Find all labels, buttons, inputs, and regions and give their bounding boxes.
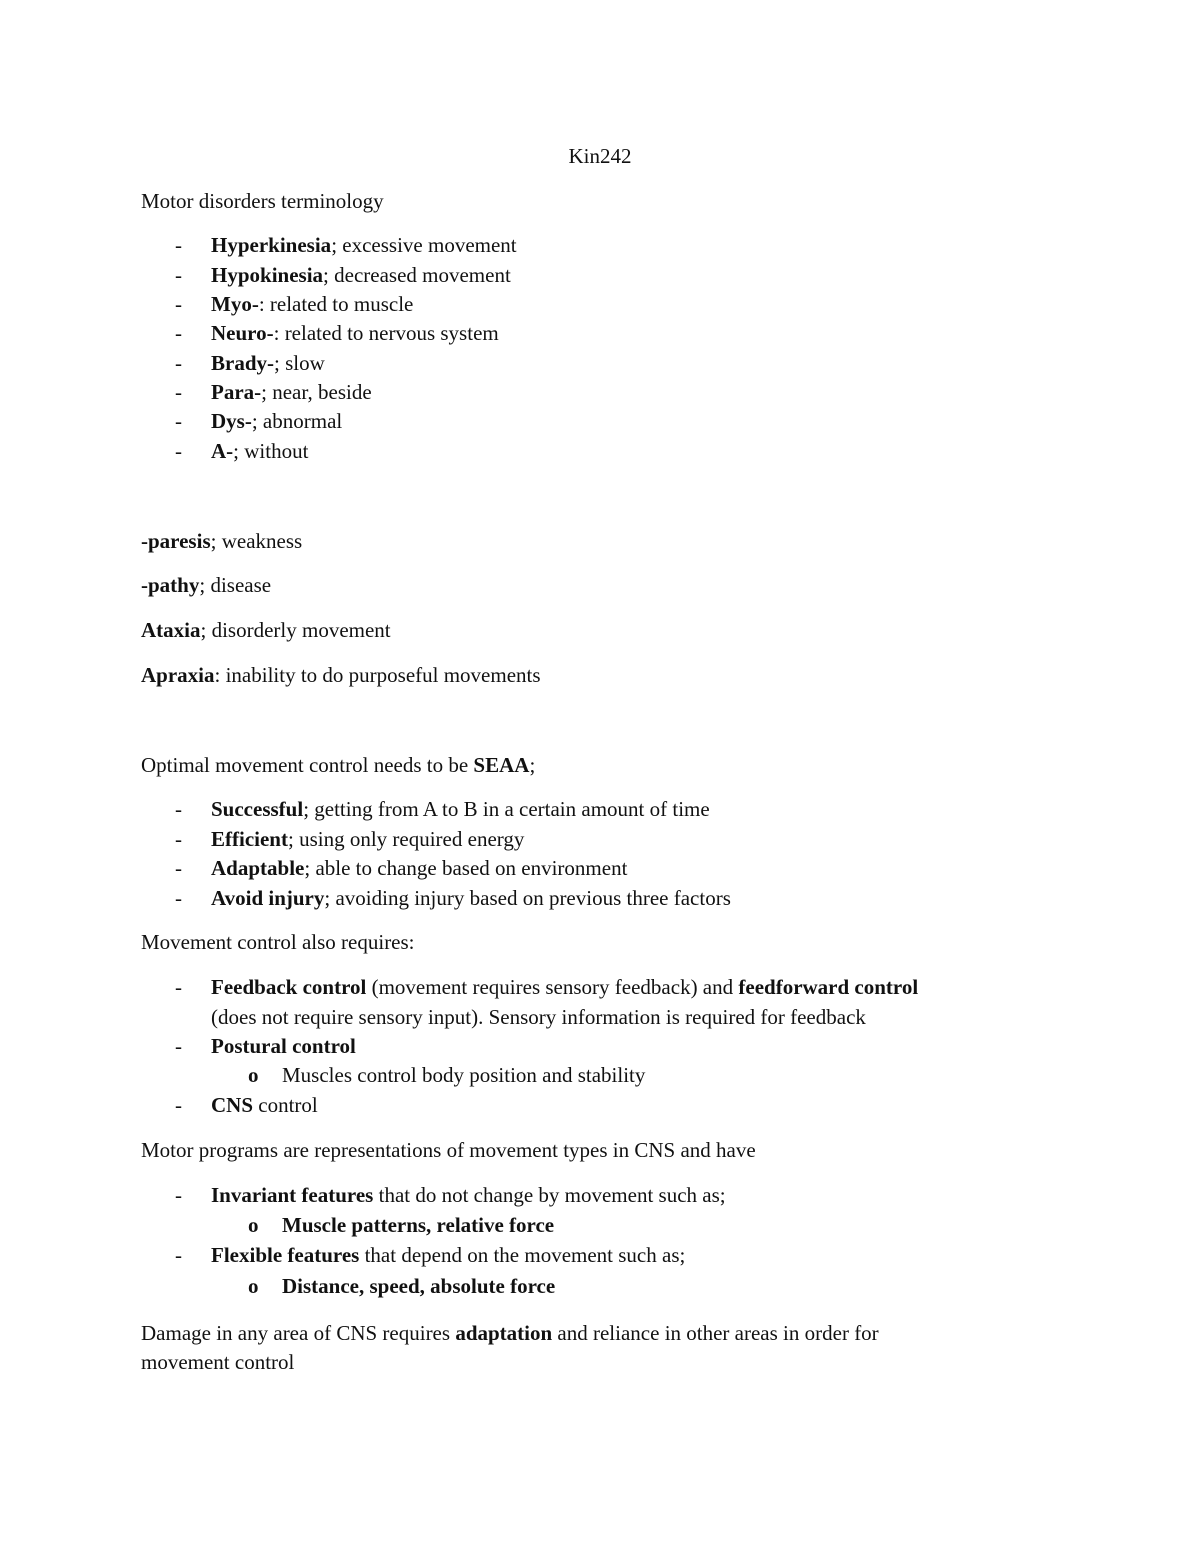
term-description: ; able to change based on environment xyxy=(304,856,628,880)
list-dash: - xyxy=(175,886,182,910)
term-description: ; abnormal xyxy=(251,409,343,433)
term: Hyperkinesia xyxy=(211,233,332,257)
list-dash: - xyxy=(175,1243,182,1267)
circle-bullet-icon: o xyxy=(248,1213,259,1237)
list-dash: - xyxy=(175,1093,182,1117)
term: adaptation xyxy=(455,1321,553,1345)
term-description: ; avoiding injury based on previous three factors xyxy=(324,886,731,910)
list-dash: - xyxy=(175,292,182,316)
damage-text: Damage in any area of CNS requires xyxy=(141,1321,456,1345)
sub-item-text: Muscles control body position and stability xyxy=(282,1063,646,1087)
term: Apraxia xyxy=(141,663,215,687)
seaa-intro-end: ; xyxy=(529,753,536,777)
list-dash: - xyxy=(175,1034,182,1058)
term-description: that do not change by movement such as; xyxy=(373,1183,726,1207)
term: Postural control xyxy=(211,1034,356,1058)
term-description: : related to nervous system xyxy=(273,321,499,345)
term-description: ; decreased movement xyxy=(323,263,511,287)
list-dash: - xyxy=(175,233,182,257)
term: Para- xyxy=(211,380,262,404)
term: Efficient xyxy=(211,827,288,851)
term: Invariant features xyxy=(211,1183,374,1207)
list-dash: - xyxy=(175,975,182,999)
term-description: : related to muscle xyxy=(258,292,414,316)
list-dash: - xyxy=(175,827,182,851)
document-title: Kin242 xyxy=(568,144,632,168)
term-description: control xyxy=(253,1093,318,1117)
term-description: ; using only required energy xyxy=(287,827,525,851)
sub-item-text: Distance, speed, absolute force xyxy=(282,1274,556,1298)
list-dash: - xyxy=(175,856,182,880)
term: A- xyxy=(211,439,234,463)
term-description: ; slow xyxy=(274,351,325,375)
list-dash: - xyxy=(175,1183,182,1207)
list-dash: - xyxy=(175,351,182,375)
list-dash: - xyxy=(175,409,182,433)
list-dash: - xyxy=(175,380,182,404)
circle-bullet-icon: o xyxy=(248,1274,259,1298)
circle-bullet-icon: o xyxy=(248,1063,259,1087)
term: Myo- xyxy=(211,292,259,316)
term: -paresis xyxy=(141,529,211,553)
damage-text: and reliance in other areas in order for xyxy=(552,1321,879,1345)
definition-paragraph xyxy=(141,527,1041,557)
term: Dys- xyxy=(211,409,252,433)
term: Ataxia xyxy=(141,618,201,642)
term: feedforward control xyxy=(738,975,919,999)
term-description: (movement requires sensory feedback) and xyxy=(366,975,739,999)
term: Avoid injury xyxy=(211,886,325,910)
term-description: ; getting from A to B in a certain amount of time xyxy=(303,797,710,821)
term-description: ; disorderly movement xyxy=(200,618,391,642)
damage-paragraph-line2: movement control xyxy=(141,1350,295,1374)
term-description: ; disease xyxy=(199,573,272,597)
term-description: ; weakness xyxy=(210,529,303,553)
seaa-intro xyxy=(141,751,1041,781)
term: Hypokinesia xyxy=(211,263,324,287)
term: Flexible features xyxy=(211,1243,360,1267)
list-dash: - xyxy=(175,439,182,463)
terminology-heading: Motor disorders terminology xyxy=(141,189,384,213)
term: Feedback control xyxy=(211,975,367,999)
term-description: ; without xyxy=(233,439,309,463)
term-description: ; near, beside xyxy=(261,380,372,404)
damage-paragraph xyxy=(141,1319,1041,1349)
programs-intro: Motor programs are representations of movement types in CNS and have xyxy=(141,1138,756,1162)
requires-intro: Movement control also requires: xyxy=(141,930,415,954)
term: Successful xyxy=(211,797,304,821)
list-dash: - xyxy=(175,321,182,345)
list-dash: - xyxy=(175,263,182,287)
seaa-acronym: SEAA xyxy=(473,753,530,777)
seaa-intro-text: Optimal movement control needs to be xyxy=(141,753,474,777)
term: Adaptable xyxy=(211,856,305,880)
term-description: (does not require sensory input). Sensory information is required for feedback xyxy=(211,1005,866,1029)
term: Brady- xyxy=(211,351,274,375)
term: -pathy xyxy=(141,573,200,597)
term: CNS xyxy=(211,1093,254,1117)
sub-item-text: Muscle patterns, relative force xyxy=(282,1213,555,1237)
definition-paragraph xyxy=(141,616,1041,646)
term: Neuro- xyxy=(211,321,274,345)
term-description: : inability to do purposeful movements xyxy=(214,663,541,687)
term-description: that depend on the movement such as; xyxy=(359,1243,686,1267)
list-dash: - xyxy=(175,797,182,821)
definition-paragraph xyxy=(141,661,1041,691)
term-description: ; excessive movement xyxy=(331,233,517,257)
definition-paragraph xyxy=(141,571,1041,601)
